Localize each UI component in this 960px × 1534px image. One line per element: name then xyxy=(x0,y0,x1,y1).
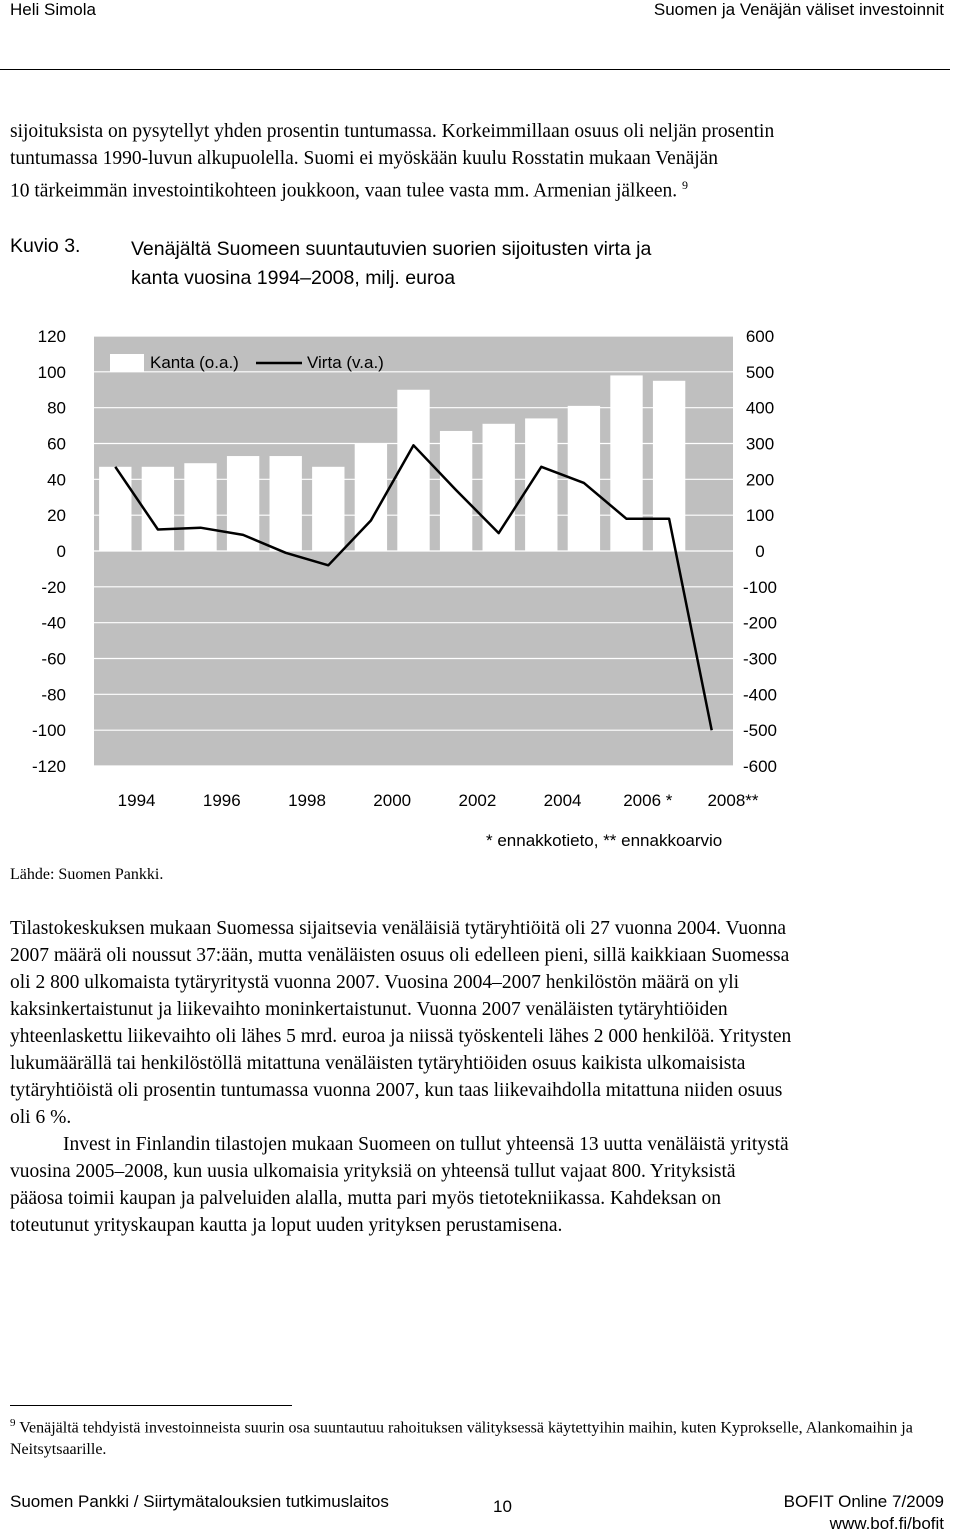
left-tick-label: -100 xyxy=(31,721,66,741)
legend-swatch-stock xyxy=(110,354,144,372)
x-tick-label: 2008** xyxy=(707,791,759,810)
legend-label-stock: Kanta (o.a.) xyxy=(150,353,239,372)
left-tick-label: -120 xyxy=(31,757,66,776)
x-tick-label: 2004 xyxy=(543,791,582,810)
stock-bar xyxy=(227,456,259,551)
intro-line-1: sijoituksista on pysytellyt yhden prosentin tuntumassa. Korkeimmillaan osuus oli neljän prosentin xyxy=(10,121,775,142)
x-tick-label: 1998 xyxy=(288,791,326,810)
right-tick-label: 600 xyxy=(745,327,775,346)
footnote xyxy=(10,1412,955,1461)
x-tick-label: 1994 xyxy=(117,791,156,810)
p1-line: lukumäärällä tai henkilöstöllä mitattuna venäläisten tytäryhtiöiden osuus kaikista ulkomaisista xyxy=(10,1053,746,1074)
legend-label-flow: Virta (v.a.) xyxy=(307,353,384,372)
stock-bar xyxy=(397,390,429,551)
footer-publisher: Suomen Pankki / Siirtymätalouksien tutkimuslaitos xyxy=(10,1492,389,1511)
header-author: Heli Simola xyxy=(10,0,96,19)
left-tick-label: 100 xyxy=(37,362,66,382)
footnote-text: Venäjältä tehdyistä investoinneista suurin osa suuntautuu rahoituksen välityksessä käytettyihin maihin, kuten Kyprokselle, Alankomaihin ja Neitsytsaarille. xyxy=(10,1419,913,1459)
stock-bar xyxy=(355,444,387,552)
p1-line: yhteenlaskettu liikevaihto oli lähes 5 mrd. euroa ja niissä työskenteli lähes 2 000 henkilöä. Yritysten xyxy=(10,1026,792,1047)
footnote-number: 9 xyxy=(10,1417,16,1429)
left-tick-label: 60 xyxy=(47,434,66,454)
p1-line: oli 2 800 ulkomaista tytäryritystä vuonna 2007. Vuosina 2004–2007 henkilöstön määrä on yli xyxy=(10,972,740,993)
right-tick-label: 400 xyxy=(745,398,775,418)
left-tick-label: 0 xyxy=(56,542,66,561)
right-tick-label: 500 xyxy=(745,362,775,382)
stock-bar xyxy=(142,467,174,551)
right-tick-label: 300 xyxy=(745,434,775,454)
left-tick-label: 120 xyxy=(37,327,66,346)
x-tick-label: 1996 xyxy=(202,791,241,810)
right-tick-label: 200 xyxy=(745,470,775,490)
footer-series: BOFIT Online 7/2009 xyxy=(783,1492,944,1511)
footnote-divider xyxy=(10,1405,292,1406)
left-tick-label: -20 xyxy=(41,577,66,597)
intro-line-2: tuntumassa 1990-luvun alkupuolella. Suomi ei myöskään kuulu Rosstatin mukaan Venäjän xyxy=(10,148,719,169)
body-paragraph-1 xyxy=(10,915,957,1131)
right-tick-label: -300 xyxy=(742,649,778,669)
left-axis xyxy=(32,327,66,776)
body-paragraph-2 xyxy=(10,1131,957,1239)
footer-url: www.bof.fi/bofit xyxy=(829,1514,944,1533)
p2-line: Invest in Finlandin tilastojen mukaan Suomeen on tullut yhteensä 13 uutta venäläistä yritystä xyxy=(63,1134,789,1155)
page-number: 10 xyxy=(493,1497,512,1516)
p1-line: tytäryhtiöistä oli prosentin tuntumassa vuonna 2007, kun taas liikevaihdolla mitattuna niiden osuus xyxy=(10,1080,783,1101)
left-tick-label: -60 xyxy=(41,649,66,669)
p1-line: 2007 määrä oli noussut 37:ään, mutta venäläisten osuus oli edelleen pieni, sillä kaikkiaan Suomessa xyxy=(10,945,790,966)
right-tick-label: 0 xyxy=(755,542,765,561)
footnote-ref: 9 xyxy=(682,178,689,192)
x-tick-label: 2006 * xyxy=(623,791,673,810)
stock-bar xyxy=(270,456,302,551)
p1-line: Tilastokeskuksen mukaan Suomessa sijaitsevia venäläisiä tytäryhtiöitä oli 27 vuonna 2004. Vuonna xyxy=(10,918,787,939)
stock-bar xyxy=(312,467,344,551)
left-tick-label: 40 xyxy=(47,470,66,490)
p1-line: kaksinkertaistunut ja liikevaihto moninkertaistunut. Vuonna 2007 venäläisten tytäryhtiöiden xyxy=(10,999,728,1020)
figure-title: Venäjältä Suomeen suuntautuvien suorien sijoitusten virta ja kanta vuosina 1994–2008, milj. euroa xyxy=(131,238,652,289)
header-title: Suomen ja Venäjän väliset investoinnit xyxy=(653,0,944,19)
stock-bar xyxy=(99,467,131,551)
left-tick-label: 80 xyxy=(47,398,66,418)
x-tick-label: 2002 xyxy=(458,791,497,810)
stock-bar xyxy=(610,375,642,551)
header-divider xyxy=(0,69,950,70)
figure-label: Kuvio 3. xyxy=(10,235,81,257)
right-tick-label: -600 xyxy=(742,757,778,776)
intro-paragraph xyxy=(10,118,957,205)
chart-note: * ennakkotieto, ** ennakkoarvio xyxy=(486,831,723,850)
left-tick-label: -40 xyxy=(41,613,66,633)
left-tick-label: -80 xyxy=(41,685,66,705)
left-tick-label: 20 xyxy=(47,506,66,526)
right-tick-label: -200 xyxy=(742,613,778,633)
p1-line: oli 6 %. xyxy=(10,1107,72,1128)
intro-line-3: 10 tärkeimmän investointikohteen joukkoon, vaan tulee vasta mm. Armenian jälkeen. xyxy=(10,180,678,202)
p2-line: toteutunut yrityskaupan kautta ja loput uuden yrityksen perustamisena. xyxy=(10,1215,563,1236)
stock-bar xyxy=(653,381,685,551)
p2-line: pääosa toimii kaupan ja palveluiden alalla, mutta pari myös tietotekniikassa. Kahdeksan on xyxy=(10,1188,722,1209)
right-axis xyxy=(743,327,777,776)
x-axis xyxy=(118,791,759,810)
right-tick-label: -100 xyxy=(742,577,778,597)
right-tick-label: -500 xyxy=(742,721,778,741)
figure-source: Lähde: Suomen Pankki. xyxy=(10,866,164,883)
chart xyxy=(0,300,960,900)
x-tick-label: 2000 xyxy=(373,791,412,810)
right-tick-label: -400 xyxy=(742,685,778,705)
p2-line: vuosina 2005–2008, kun uusia ulkomaisia yrityksiä on yhteensä tullut vajaat 800. Yrityksistä xyxy=(10,1161,736,1182)
right-tick-label: 100 xyxy=(745,506,775,526)
stock-bar xyxy=(184,463,216,551)
